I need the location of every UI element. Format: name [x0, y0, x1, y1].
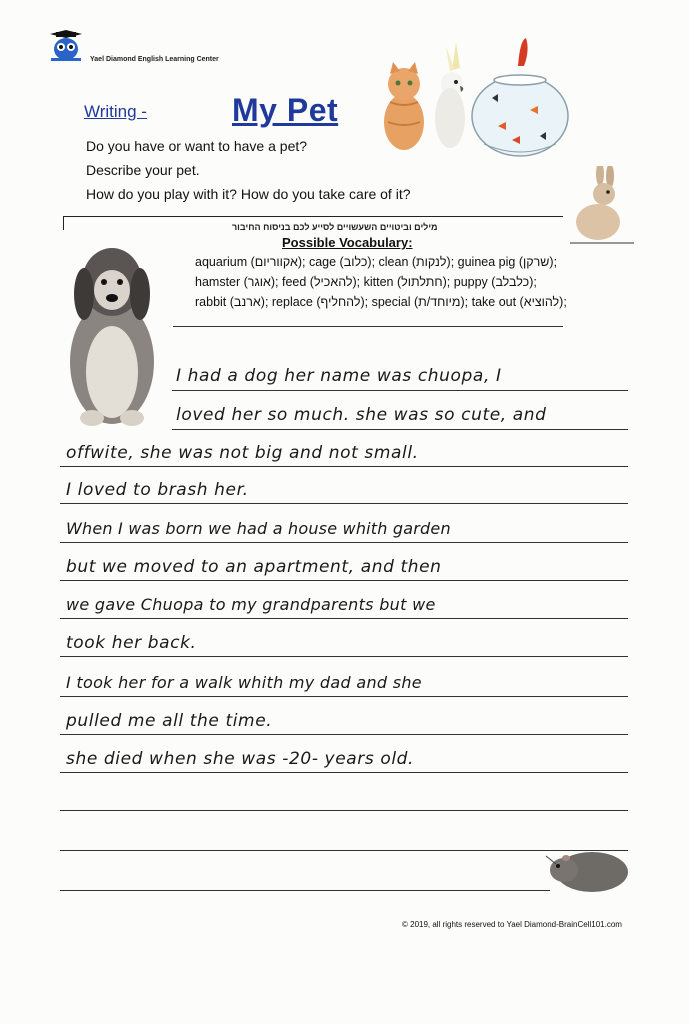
handwritten-line-5: When I was born we had a house whith garden	[66, 519, 451, 538]
fishbowl-illustration	[468, 36, 572, 160]
writing-line-1	[172, 390, 628, 391]
writing-line-5	[60, 542, 628, 543]
writing-line-6	[60, 580, 628, 581]
writing-line-14	[60, 890, 550, 891]
question-2: Describe your pet.	[86, 162, 200, 178]
writing-line-3	[60, 466, 628, 467]
handwritten-line-1: I had a dog her name was chuopa, I	[176, 366, 502, 386]
writing-line-4	[60, 503, 628, 504]
writing-line-9	[60, 696, 628, 697]
writing-line-10	[60, 734, 628, 735]
handwritten-line-2: loved her so much. she was so cute, and	[176, 405, 547, 425]
handwritten-line-10: pulled me all the time.	[66, 711, 273, 731]
brand-text: Yael Diamond English Learning Center	[90, 56, 219, 63]
handwritten-line-7: we gave Chuopa to my grandparents but we	[66, 595, 436, 614]
handwritten-line-4: I loved to brash her.	[66, 480, 249, 500]
writing-line-7	[60, 618, 628, 619]
handwritten-line-11: she died when she was -20- years old.	[66, 749, 415, 769]
guinea-pig-illustration	[542, 840, 632, 896]
writing-line-12	[60, 810, 628, 811]
owl-logo-icon	[48, 30, 84, 64]
page-title: My Pet	[232, 92, 339, 128]
dog-illustration	[58, 232, 162, 430]
vocabulary-line-2: hamster (אוגר); feed (להאכיל); kitten (חתלתול); puppy (כלבלב);	[195, 275, 537, 289]
handwritten-line-8: took her back.	[66, 633, 197, 653]
vocab-box-left-edge	[63, 216, 64, 230]
handwritten-line-9: I took her for a walk whith my dad and she	[66, 673, 422, 692]
handwritten-line-3: offwite, she was not big and not small.	[66, 443, 419, 463]
handwritten-line-6: but we moved to an apartment, and then	[66, 557, 442, 577]
vocab-box-bottom	[173, 326, 563, 327]
question-1: Do you have or want to have a pet?	[86, 138, 308, 154]
copyright-footer: © 2019, all rights reserved to Yael Diamond-BrainCell101.com	[402, 920, 622, 929]
writing-line-2	[172, 429, 628, 430]
vocabulary-line-3: rabbit (ארנב); replace (להחליף); special (מיוחד/ת); take out (להוציא);	[195, 295, 567, 309]
question-3: How do you play with it? How do you take care of it?	[86, 186, 411, 202]
writing-line-8	[60, 656, 628, 657]
rabbit-illustration	[570, 166, 634, 246]
vocabulary-hebrew-heading: מילים וביטויים השעשויים לסייע לכם בניסוח החיבור	[232, 222, 438, 232]
kitten-illustration	[376, 62, 432, 154]
vocabulary-heading: Possible Vocabulary:	[282, 235, 413, 250]
writing-line-11	[60, 772, 628, 773]
writing-label: Writing -	[84, 102, 147, 121]
vocabulary-line-1: aquarium (אקווריום); cage (כלוב); clean (לנקות); guinea pig (שרקן);	[195, 255, 558, 269]
